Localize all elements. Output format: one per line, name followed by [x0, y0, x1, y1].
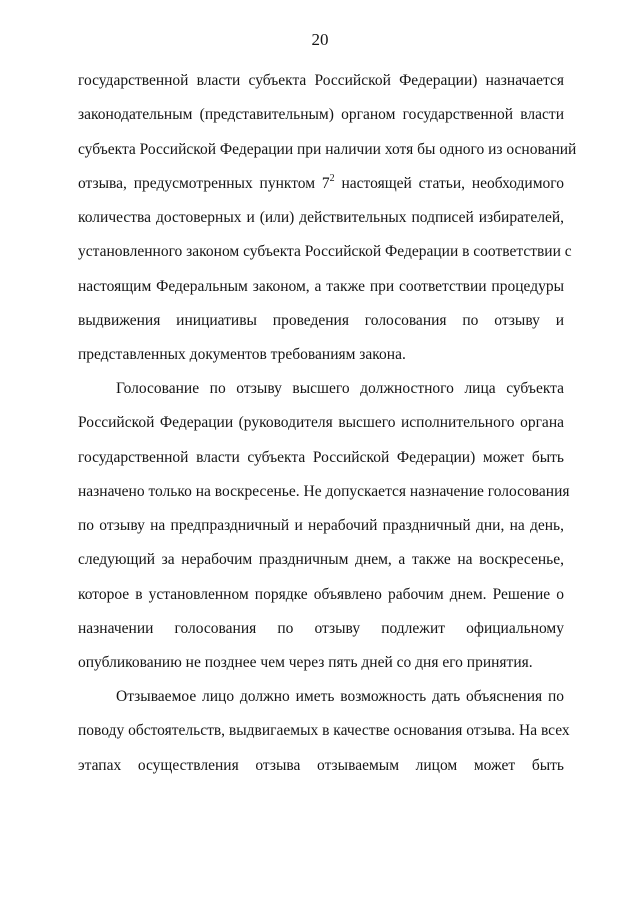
text-line: субъекта Российской Федерации при наличии хотя бы одного из оснований — [78, 140, 577, 158]
text-line: Российской Федерации (руководителя высшего исполнительного органа — [78, 414, 564, 432]
text-line: назначении голосования по отзыву подлежит официальному — [78, 620, 564, 638]
text-line: государственной власти субъекта Российской Федерации) может быть — [78, 448, 564, 466]
paragraph-1 — [78, 64, 577, 373]
text-line: поводу обстоятельств, выдвигаемых в качестве основания отзыва. На всех — [78, 722, 570, 740]
text-line: по отзыву на предпраздничный и нерабочий праздничный дни, на день, — [78, 517, 564, 535]
text-line: представленных документов требованиям закона. — [78, 346, 406, 364]
text-line: государственной власти субъекта Российской Федерации) назначается — [78, 72, 564, 89]
text-line: законодательным (представительным) органом государственной власти — [78, 106, 564, 124]
paragraph-2 — [78, 372, 570, 681]
superscript: 2 — [329, 172, 335, 184]
text-line: следующий за нерабочим праздничным днем, а также на воскресенье, — [78, 551, 564, 569]
paragraph-3 — [78, 680, 570, 783]
text-line: количества достоверных и (или) действительных подписей избирателей, — [78, 209, 564, 227]
text-line: которое в установленном порядке объявлено рабочим днем. Решение о — [78, 585, 564, 603]
text-line: выдвижения инициативы проведения голосования по отзыву и — [78, 312, 564, 330]
text-line-with-superscript — [78, 167, 564, 201]
text-segment: настоящей статьи, необходимого — [334, 174, 564, 192]
text-line: опубликованию не позднее чем через пять дней со дня его принятия. — [78, 654, 533, 672]
page-number: 20 — [311, 30, 329, 49]
text-line: этапах осуществления отзыва отзываемым лицом может быть — [78, 756, 564, 774]
text-segment: отзыва, предусмотренных пунктом 7 — [78, 174, 330, 192]
text-line: Голосование по отзыву высшего должностного лица субъекта — [116, 380, 564, 397]
text-line: назначено только на воскресенье. Не допускается назначение голосования — [78, 482, 570, 500]
text-line: Отзываемое лицо должно иметь возможность дать объяснения по — [116, 688, 564, 705]
text-line: установленного законом субъекта Российской Федерации в соответствии с — [78, 243, 572, 261]
text-line: настоящим Федеральным законом, а также при соответствии процедуры — [78, 277, 564, 295]
